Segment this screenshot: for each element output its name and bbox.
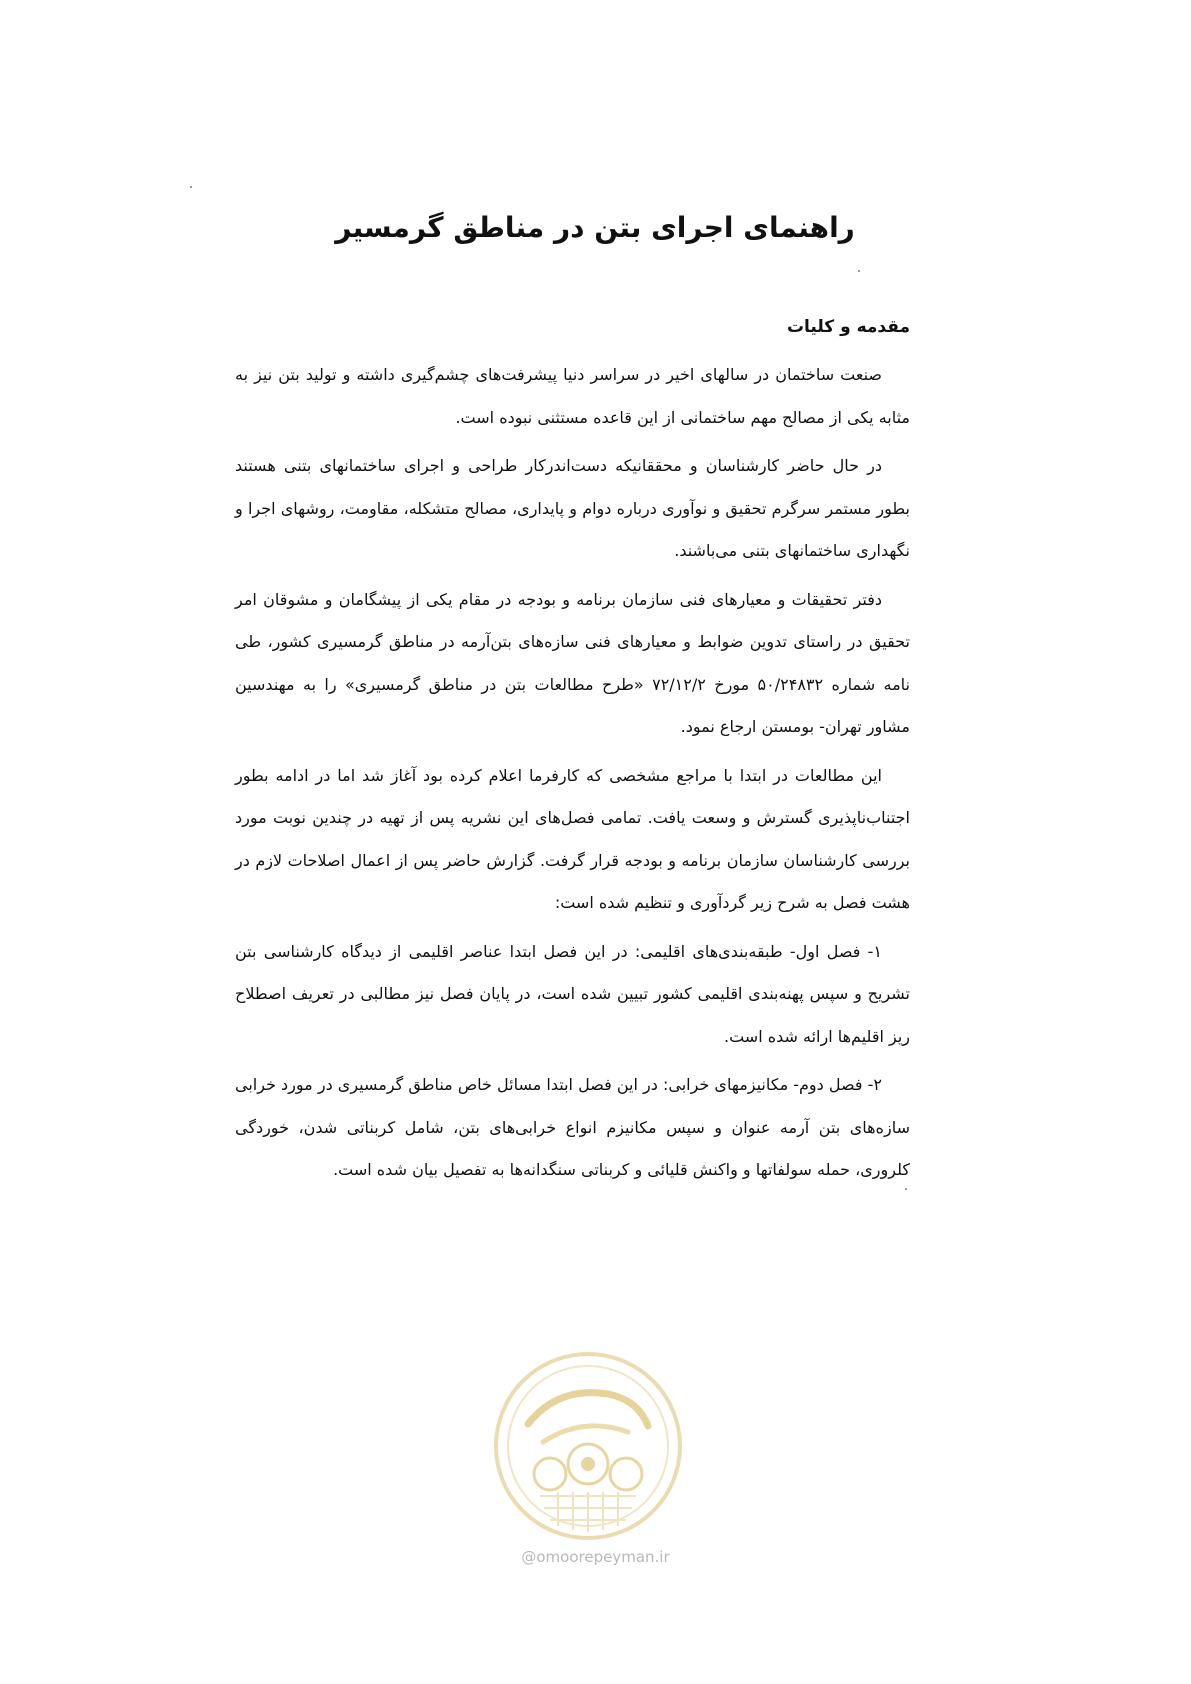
document-title: راهنمای اجرای بتن در مناطق گرمسیر — [335, 211, 855, 244]
watermark-url: @omoorepeyman.ir — [521, 1548, 670, 1566]
paragraph-researchers: در حال حاضر کارشناسان و محققانیکه دست‌اندرکار طراحی و اجرای ساختمانهای بتنی هستند بطور مستمر سرگرم تحقیق و نوآوری درباره دوام و پایداری، مصالح متشکله، مقاومت، روشهای اجرا و نگهداری ساختمانهای بتنی می‌باشند. — [235, 456, 910, 560]
watermark-seal-icon — [488, 1346, 688, 1546]
paragraph-chapter-2: ۲- فصل دوم- مکانیزمهای خرابی: در این فصل ابتدا مسائل خاص مناطق گرمسیری در مورد خرابی سازه‌های بتن آرمه عنوان و سپس مکانیزم انواع خرابی‌های بتن، شامل کربناتی شدن، خوردگی کلروری، حمله سولفاتها و واکنش قلیائی و کربناتی سنگدانه‌ها به تفصیل بیان شده است. — [235, 1075, 910, 1179]
scan-speck — [190, 186, 192, 188]
scan-speck — [905, 1188, 907, 1190]
section-heading: مقدمه و کلیات — [786, 317, 910, 337]
scan-speck — [858, 270, 860, 272]
document-body — [235, 312, 910, 1198]
paragraph-office: دفتر تحقیقات و معیارهای فنی سازمان برنامه و بودجه در مقام یکی از پیشگامان و مشوقان امر تحقیق در راستای تدوین ضوابط و معیارهای فنی سازه‌های بتن‌آرمه در مناطق گرمسیری کشور، طی نامه شماره ۵۰/۲۴۸۳۲ مورخ ۷۲/۱۲/۲ «طرح مطالعات بتن در مناطق گرمسیری» را به مهندسین مشاور تهران- بومستن ارجاع نمود. — [235, 589, 911, 736]
paragraph-studies: این مطالعات در ابتدا با مراجع مشخصی که کارفرما اعلام کرده بود آغاز شد اما در ادامه بطور اجتناب‌ناپذیری گسترش و وسعت یافت. تمامی فصل‌های این نشریه پس از تهیه در چندین نوبت مورد بررسی کارشناسان سازمان برنامه و بودجه قرار گرفت. گزارش حاضر پس از اعمال اصلاحات لازم در هشت فصل به شرح زیر گردآوری و تنظیم شده است: — [235, 765, 910, 912]
paragraph-intro: صنعت ساختمان در سالهای اخیر در سراسر دنیا پیشرفت‌های چشم‌گیری داشته و تولید بتن نیز به مثابه یکی از مصالح مهم ساختمانی از این قاعده مستثنی نبوده است. — [235, 365, 910, 427]
watermark-logo — [488, 1346, 688, 1546]
paragraph-chapter-1: ۱- فصل اول- طبقه‌بندی‌های اقلیمی: در این فصل ابتدا عناصر اقلیمی از دیدگاه کارشناسی بتن تشریح و سپس پهنه‌بندی اقلیمی کشور تبیین شده است، در پایان فصل نیز مطالبی در تعریف اصطلاح ریز اقلیم‌ها ارائه شده است. — [235, 941, 910, 1046]
